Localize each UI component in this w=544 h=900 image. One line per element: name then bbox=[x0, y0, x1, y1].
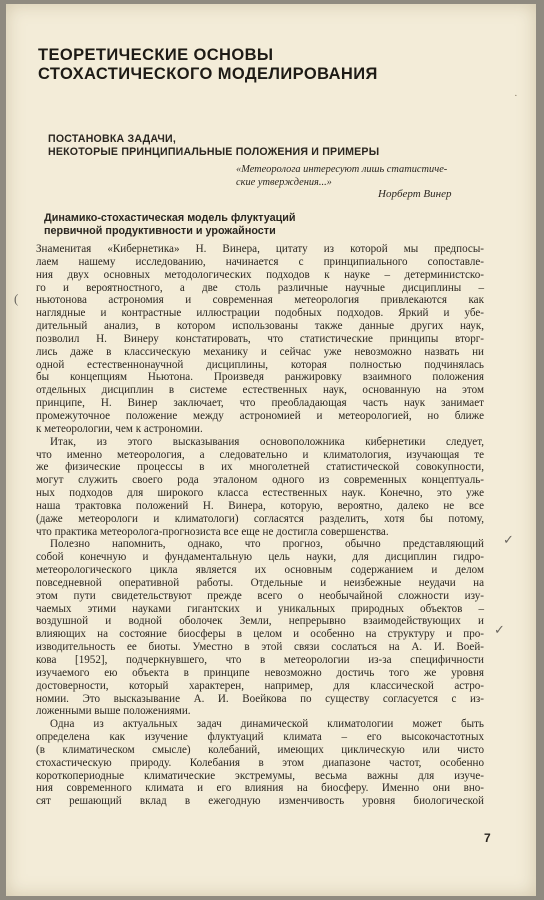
text-line: стохастическую природу. Колебания в этом диапазоне частот, особенно bbox=[36, 756, 484, 769]
text-line: изучаемого ею объекта в принципе невозможно достичь того же уровня bbox=[36, 666, 484, 679]
text-line: (в климатическом смысле) колебаний, имеющих циклическую или чисто bbox=[36, 743, 484, 756]
text-line: к метеорологии, чем к астрономии. bbox=[36, 422, 203, 435]
text-line: что именно метеорология, а следовательно и климатология, изучающая те bbox=[36, 448, 484, 461]
subsection-title-line: первичной продуктивности и урожайности bbox=[44, 225, 276, 237]
text-line: воздушной и водной оболочек Земли, непрерывно взаимодействующих и bbox=[36, 615, 484, 628]
text-line: ния современного климата и его влияния на биосферу. Именно они вно- bbox=[36, 782, 484, 795]
text-line: метеорологического цикла является их основным содержанием и делом bbox=[36, 564, 484, 577]
text-line: Полезно напомнить, однако, что прогноз, обычно представляющий bbox=[50, 538, 484, 551]
page-number: 7 bbox=[484, 831, 491, 845]
text-line: влияющих на состояние биосферы в целом и особенно на структуру и про- bbox=[36, 628, 484, 641]
text-line: одной естественнонаучной дисциплины, которая полностью подчинялась bbox=[36, 358, 484, 371]
epigraph-quote bbox=[236, 163, 447, 189]
epigraph-line: ские утверждения...» bbox=[236, 177, 332, 188]
text-line: Знаменитая «Кибернетика» Н. Винера, цитату из которой мы предпосы- bbox=[36, 243, 484, 255]
section-title bbox=[48, 133, 379, 159]
text-line: что практика метеоролога-прогнозиста все еще не достигла совершенства. bbox=[36, 525, 389, 538]
text-line: промежуточное положение между астрономией и метеорологией, но ближе bbox=[36, 409, 484, 422]
text-line: дительный анализ, в котором использованы также данные других наук, bbox=[36, 320, 484, 333]
text-line: этом пути свидетельствуют прежде всего о необычайной сложности изу- bbox=[36, 589, 484, 602]
book-page bbox=[6, 4, 536, 896]
text-line: собой конечную и фундаментальную цель науки, для дисциплин гидро- bbox=[36, 551, 484, 564]
text-line: лись даже в классическую механику и сейчас уже невозможно назвать ни bbox=[36, 345, 484, 358]
text-line: отдельных дисциплин в системе естественных наук, основанную на этом bbox=[36, 384, 484, 397]
text-line: определена как изучение флуктуаций климата – его высокочастотных bbox=[36, 731, 484, 744]
text-line: же физические процессы в их многолетней статистической совокупности, bbox=[36, 461, 484, 474]
text-line: могут служить своего рода эталоном одного из современных концептуаль- bbox=[36, 474, 484, 487]
text-line: повседневной оперативной работы. Отдельные и неизбежные неудачи на bbox=[36, 576, 484, 589]
text-line: Одна из актуальных задач динамической климатологии может быть bbox=[50, 718, 484, 731]
text-line: наглядные и контрастные иллюстрации подобных подходов. Яркий и убе- bbox=[36, 307, 484, 320]
text-line: бы концепциям Ньютона. Произведя ранжировку взаимного положения bbox=[36, 371, 484, 384]
text-line: ных подходов для широкого класса естественных наук. Конечно, это уже bbox=[36, 487, 484, 500]
text-line: короткопериодные климатические экстремумы, весьма важны для изуче- bbox=[36, 769, 484, 782]
text-line: го и вероятностного, а две столь различные научные дисциплины – bbox=[36, 281, 484, 294]
chapter-title bbox=[38, 46, 378, 84]
pencil-bracket-mark: ( bbox=[14, 291, 19, 306]
text-line: чаемых этими науками гигантских и уникальных природных объектов – bbox=[36, 602, 484, 615]
text-line: Итак, из этого высказывания основоположника кибернетики следует, bbox=[50, 435, 484, 448]
text-line: изводительность ее биоты. Уместно в этой связи сослаться на А. И. Воей- bbox=[36, 641, 484, 654]
text-line: сят решающий вклад в ежегодную изменчивость уровня биологической bbox=[36, 795, 484, 808]
chapter-title-line: ТЕОРЕТИЧЕСКИЕ ОСНОВЫ bbox=[38, 46, 274, 64]
text-line: (даже метеорологи и климатологи) согласятся разделить, хотя бы потому, bbox=[36, 512, 484, 525]
text-line: номии. Это высказывание А. И. Воейкова по существу согласуется с из- bbox=[36, 692, 484, 705]
pencil-tick-mark: · bbox=[514, 90, 518, 102]
text-line: позволил Н. Винеру констатировать, что статистические принципы вторг- bbox=[36, 332, 484, 345]
text-line: ния двух основных методологических подходов к науке – детерминистско- bbox=[36, 268, 484, 281]
text-line: ложенными выше положениями. bbox=[36, 705, 191, 718]
chapter-title-line: СТОХАСТИЧЕСКОГО МОДЕЛИРОВАНИЯ bbox=[38, 65, 378, 83]
pencil-check-mark: ✓ bbox=[494, 622, 505, 637]
section-title-line: ПОСТАНОВКА ЗАДАЧИ, bbox=[48, 133, 176, 145]
pencil-check-mark: ✓ bbox=[503, 532, 514, 547]
text-line: лаем нашему исследованию, начинается с принципиального сопоставле- bbox=[36, 255, 484, 268]
body-text bbox=[36, 243, 484, 808]
epigraph-line: «Метеоролога интересуют лишь статистиче- bbox=[236, 164, 448, 175]
text-line: наша трактовка положений Н. Винера, которую, вероятно, далеко не все bbox=[36, 499, 484, 512]
text-line: кова [1952], подчеркнувшего, что в метеорологии из-за специфичности bbox=[36, 654, 484, 666]
section-title-line: НЕКОТОРЫЕ ПРИНЦИПИАЛЬНЫЕ ПОЛОЖЕНИЯ И ПРИМЕРЫ bbox=[48, 146, 380, 158]
subsection-title-line: Динамико-стохастическая модель флуктуаций bbox=[44, 212, 296, 224]
text-line: ньютонова астрономия и современная метеорология привлекаются как bbox=[36, 294, 484, 307]
epigraph-author: Норберт Винер bbox=[378, 188, 452, 200]
text-line: принципе, Н. Винер заключает, что преобладающая часть наук занимает bbox=[36, 397, 484, 410]
text-line: достоверности, который характерен, например, для классической астро- bbox=[36, 679, 484, 692]
subsection-title bbox=[44, 212, 295, 238]
